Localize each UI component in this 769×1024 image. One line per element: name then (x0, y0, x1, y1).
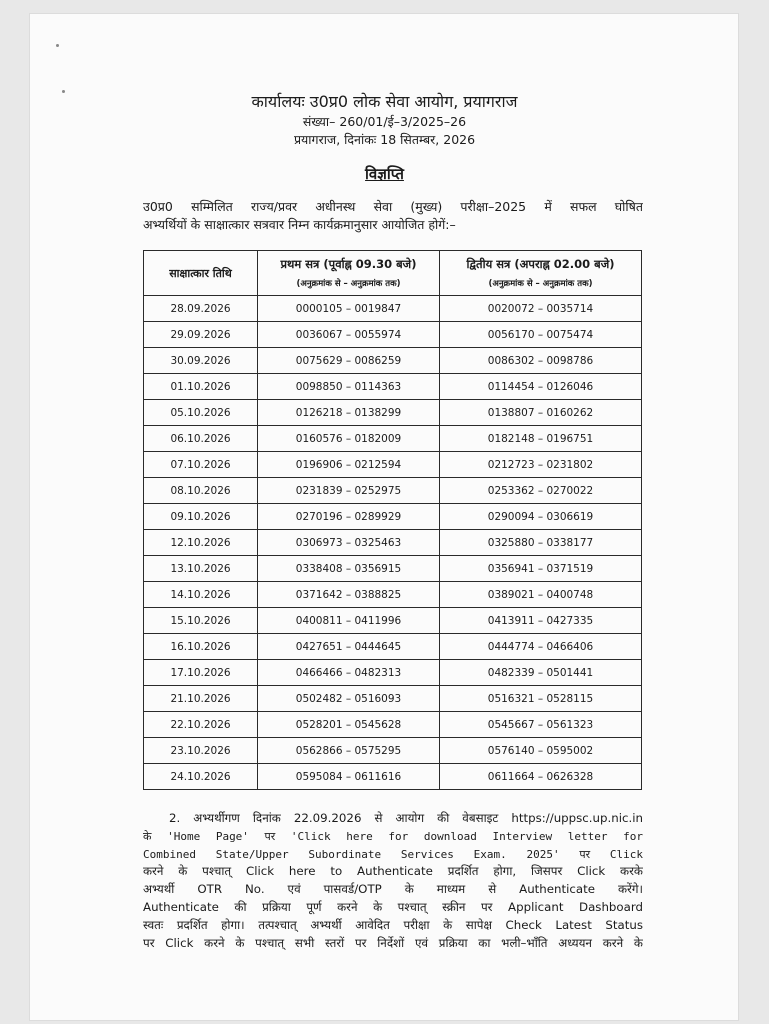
table-row (144, 738, 642, 764)
table-row (144, 764, 642, 790)
cell-session-2: 0545667 – 0561323 (440, 712, 642, 738)
paragraph-line: Authenticate की प्रक्रिया पूर्ण करने के पश्चात् स्क्रीन पर Applicant Dashboard (143, 899, 643, 914)
cell-date: 07.10.2026 (144, 452, 258, 478)
cell-session-2: 0389021 – 0400748 (440, 582, 642, 608)
office-heading: कार्यालयः उ0प्र0 लोक सेवा आयोग, प्रयागराज (251, 92, 518, 111)
cell-date: 13.10.2026 (144, 556, 258, 582)
cell-session-1: 0371642 – 0388825 (258, 582, 440, 608)
header-date-label: साक्षात्कार तिथि (169, 266, 232, 280)
cell-session-2: 0056170 – 0075474 (440, 322, 642, 348)
table-row (144, 374, 642, 400)
table-row (144, 660, 642, 686)
cell-date: 09.10.2026 (144, 504, 258, 530)
cell-session-1: 0595084 – 0611616 (258, 764, 440, 790)
cell-session-2: 0138807 – 0160262 (440, 400, 642, 426)
cell-session-1: 0338408 – 0356915 (258, 556, 440, 582)
table-row (144, 712, 642, 738)
cell-date: 22.10.2026 (144, 712, 258, 738)
paragraph-line: 2. अभ्यर्थीगण दिनांक 22.09.2026 से आयोग की वेबसाइट https://uppsc.up.nic.in (169, 811, 643, 825)
table-row (144, 400, 642, 426)
cell-session-2: 0290094 – 0306619 (440, 504, 642, 530)
cell-session-1: 0231839 – 0252975 (258, 478, 440, 504)
cell-date: 14.10.2026 (144, 582, 258, 608)
cell-session-1: 0270196 – 0289929 (258, 504, 440, 530)
table-row (144, 296, 642, 322)
cell-date: 23.10.2026 (144, 738, 258, 764)
paragraph-line: स्वतः प्रदर्शित होगा। तत्पश्चात् अभ्यर्थी आवेदित परीक्षा के सापेक्ष Check Latest Status (143, 917, 643, 932)
table-row (144, 530, 642, 556)
header-session-1-sub: (अनुक्रमांक से – अनुक्रमांक तक) (296, 279, 401, 289)
interview-schedule-table (143, 250, 642, 790)
header-session-2-sub: (अनुक्रमांक से – अनुक्रमांक तक) (488, 279, 593, 289)
cell-session-1: 0075629 – 0086259 (258, 348, 440, 374)
header-date (144, 251, 258, 296)
cell-date: 01.10.2026 (144, 374, 258, 400)
table-row (144, 452, 642, 478)
cell-date: 06.10.2026 (144, 426, 258, 452)
cell-session-2: 0114454 – 0126046 (440, 374, 642, 400)
cell-date: 15.10.2026 (144, 608, 258, 634)
cell-date: 05.10.2026 (144, 400, 258, 426)
intro-line: उ0प्र0 सम्मिलित राज्य/प्रवर अधीनस्थ सेवा (मुख्य) परीक्षा–2025 में सफल घोषित (143, 199, 643, 214)
table-row (144, 478, 642, 504)
header-session-2 (440, 251, 642, 296)
table-row (144, 582, 642, 608)
cell-session-1: 0160576 – 0182009 (258, 426, 440, 452)
cell-session-2: 0611664 – 0626328 (440, 764, 642, 790)
cell-session-1: 0196906 – 0212594 (258, 452, 440, 478)
cell-session-1: 0400811 – 0411996 (258, 608, 440, 634)
cell-session-1: 0036067 – 0055974 (258, 322, 440, 348)
cell-session-2: 0356941 – 0371519 (440, 556, 642, 582)
paragraph-line: अभ्यर्थी OTR No. एवं पासवर्ड/OTP के माध्यम से Authenticate करेंगे। (143, 882, 643, 897)
cell-session-1: 0502482 – 0516093 (258, 686, 440, 712)
cell-session-1: 0562866 – 0575295 (258, 738, 440, 764)
paragraph-line: के 'Home Page' पर 'Click here for download Interview letter for (143, 829, 643, 843)
cell-session-2: 0325880 – 0338177 (440, 530, 642, 556)
notice-title: विज्ञप्ति (365, 165, 404, 183)
cell-session-2: 0212723 – 0231802 (440, 452, 642, 478)
table-row (144, 556, 642, 582)
cell-session-1: 0427651 – 0444645 (258, 634, 440, 660)
header-session-1-label: प्रथम सत्र (पूर्वाह्न 09.30 बजे) (280, 257, 417, 271)
cell-session-1: 0098850 – 0114363 (258, 374, 440, 400)
punch-mark (56, 44, 59, 47)
cell-session-1: 0126218 – 0138299 (258, 400, 440, 426)
intro-line: अभ्यर्थियों के साक्षात्कार सत्रवार निम्न कार्यक्रमानुसार आयोजित होगें:– (143, 217, 456, 232)
paragraph-line: Combined State/Upper Subordinate Services Exam. 2025' पर Click (143, 847, 643, 861)
cell-session-1: 0000105 – 0019847 (258, 296, 440, 322)
table-row (144, 608, 642, 634)
cell-session-2: 0086302 – 0098786 (440, 348, 642, 374)
cell-date: 21.10.2026 (144, 686, 258, 712)
table-row (144, 634, 642, 660)
table-header-row (144, 251, 642, 296)
cell-date: 30.09.2026 (144, 348, 258, 374)
cell-date: 17.10.2026 (144, 660, 258, 686)
header-session-1 (258, 251, 440, 296)
cell-session-2: 0253362 – 0270022 (440, 478, 642, 504)
cell-session-1: 0466466 – 0482313 (258, 660, 440, 686)
paragraph-line: पर Click करने के पश्चात् सभी स्तरों पर निर्देशों एवं प्रक्रिया का भली–भाँति अध्ययन करने के (143, 935, 643, 950)
cell-session-2: 0413911 – 0427335 (440, 608, 642, 634)
reference-number: संख्या– 260/01/ई–3/2025–26 (302, 114, 467, 129)
cell-date: 12.10.2026 (144, 530, 258, 556)
cell-session-1: 0306973 – 0325463 (258, 530, 440, 556)
cell-session-2: 0444774 – 0466406 (440, 634, 642, 660)
cell-date: 24.10.2026 (144, 764, 258, 790)
paragraph-2 (143, 810, 643, 952)
header-session-2-label: द्वितीय सत्र (अपराह्न 02.00 बजे) (466, 257, 615, 271)
cell-date: 16.10.2026 (144, 634, 258, 660)
cell-date: 28.09.2026 (144, 296, 258, 322)
table-row (144, 426, 642, 452)
paragraph-line: करने के पश्चात् Click here to Authenticate प्रदर्शित होगा, जिसपर Click करके (143, 864, 643, 879)
cell-session-2: 0516321 – 0528115 (440, 686, 642, 712)
table-row (144, 322, 642, 348)
table-row (144, 348, 642, 374)
cell-session-2: 0020072 – 0035714 (440, 296, 642, 322)
cell-session-2: 0182148 – 0196751 (440, 426, 642, 452)
cell-date: 08.10.2026 (144, 478, 258, 504)
place-date: प्रयागराज, दिनांकः 18 सितम्बर, 2026 (293, 132, 476, 147)
cell-session-1: 0528201 – 0545628 (258, 712, 440, 738)
cell-date: 29.09.2026 (144, 322, 258, 348)
cell-session-2: 0482339 – 0501441 (440, 660, 642, 686)
cell-session-2: 0576140 – 0595002 (440, 738, 642, 764)
table-row (144, 686, 642, 712)
table-row (144, 504, 642, 530)
